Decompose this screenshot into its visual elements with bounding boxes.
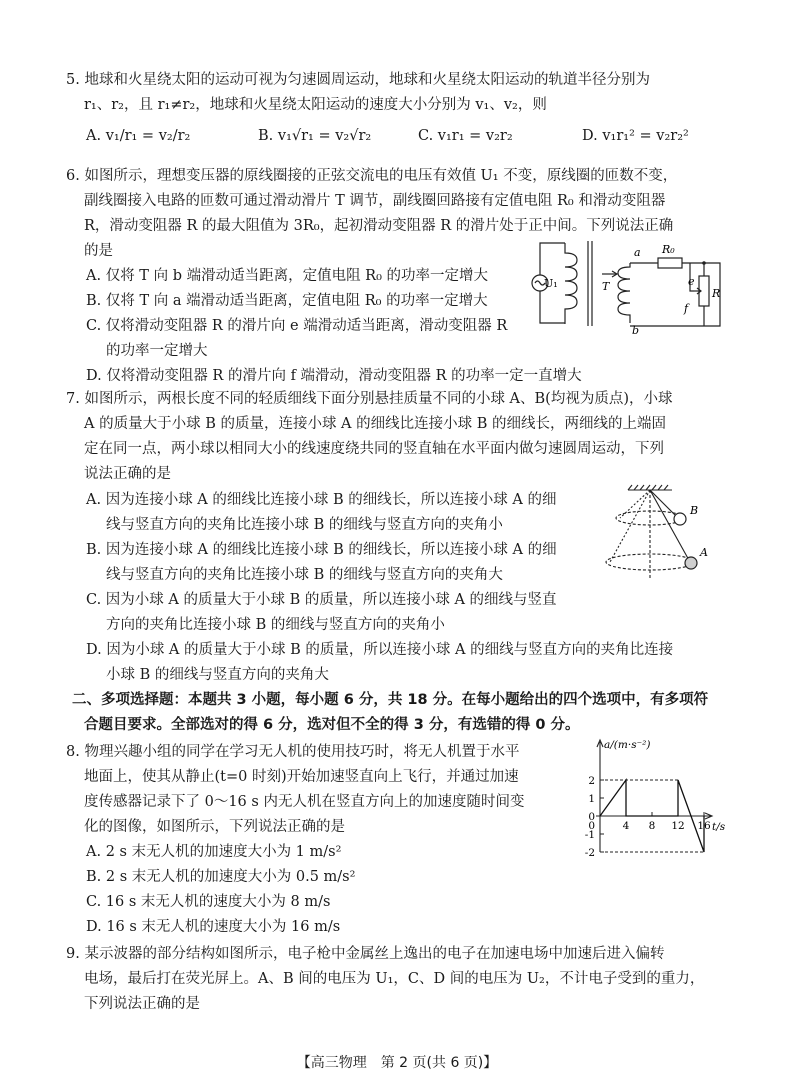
- conical-pendulum-diagram: [602, 484, 730, 584]
- ball-a: [685, 557, 697, 569]
- q7-option-c-line-2: 方向的夹角比连接小球 B 的细线与竖直方向的夹角小: [106, 617, 445, 633]
- x-axis-label: t/s: [712, 821, 726, 833]
- q5-option-c: C. v₁r₁ = v₂r₂: [418, 128, 513, 144]
- slider-t-label: T: [602, 280, 610, 293]
- primary-coil-icon: [565, 243, 577, 324]
- page-footer: 【高三物理 第 2 页(共 6 页)】: [296, 1055, 498, 1071]
- string-b: [650, 490, 678, 518]
- origin-label: 0: [588, 820, 595, 832]
- q6-stem-line-1: 6. 如图所示，理想变压器的原线圈接的正弦交流电的电压有效值 U₁ 不变，原线圈的匝数不变，: [66, 168, 678, 184]
- q7-option-d-line-1: D. 因为小球 A 的质量大于小球 B 的质量，所以连接小球 A 的细线与竖直方向的夹角比连接: [86, 642, 674, 658]
- y-tick-label: -2: [584, 847, 595, 858]
- ceiling-hatch: [628, 485, 668, 490]
- q9-stem-line-2: 电场，最后打在荧光屏上。A、B 间的电压为 U₁，C、D 间的电压为 U₂，不计电子受到的重力，: [84, 971, 705, 987]
- q8-stem-line-2: 地面上，使其从静止(t=0 时刻)开始加速竖直向上飞行，并通过加速: [84, 769, 519, 785]
- y-tick-label: 1: [588, 793, 595, 805]
- q5-option-d: D. v₁r₁² = v₂r₂²: [582, 128, 689, 144]
- q7-option-b-line-2: 线与竖直方向的夹角比连接小球 B 的细线与竖直方向的夹角大: [106, 567, 503, 583]
- transformer-circuit-diagram: [530, 238, 738, 334]
- u1-label: U₁: [544, 277, 558, 290]
- ball-b: [674, 513, 686, 525]
- q7-stem-line-4: 说法正确的是: [84, 466, 171, 482]
- q9-stem-line-3: 下列说法正确的是: [84, 996, 200, 1012]
- q7-stem-line-3: 定在同一点，两小球以相同大小的线速度绕共同的竖直轴在水平面内做匀速圆周运动，下列: [84, 441, 664, 457]
- q7-option-a-line-1: A. 因为连接小球 A 的细线比连接小球 B 的细线长，所以连接小球 A 的细: [86, 492, 557, 508]
- r0-resistor-icon: [658, 258, 682, 268]
- node-e-label: e: [688, 275, 695, 288]
- q8-option-c: C. 16 s 末无人机的速度大小为 8 m/s: [86, 894, 331, 910]
- y-tick-label: 2: [588, 775, 595, 787]
- section-2-heading-line-2: 合题目要求。全部选对的得 6 分，选对但不全的得 3 分，有选错的得 0 分。: [84, 717, 580, 733]
- ball-b-label: B: [690, 504, 699, 517]
- q6-stem-line-2: 副线圈接入电路的匝数可通过滑动滑片 T 调节，副线圈回路接有定值电阻 R₀ 和滑动变阻器: [84, 193, 666, 209]
- q8-stem-line-3: 度传感器记录下了 0～16 s 内无人机在竖直方向上的加速度随时间变: [84, 794, 525, 810]
- x-tick-label: 16: [697, 820, 711, 832]
- q8-option-b: B. 2 s 末无人机的加速度大小为 0.5 m/s²: [86, 869, 356, 885]
- q5-option-b: B. v₁√r₁ = v₂√r₂: [258, 128, 372, 144]
- q6-option-d: D. 仅将滑动变阻器 R 的滑片向 f 端滑动，滑动变阻器 R 的功率一定一直增大: [86, 368, 582, 384]
- q5-stem-line-1: 5. 地球和火星绕太阳的运动可视为匀速圆周运动，地球和火星绕太阳运动的轨道半径分别为: [66, 72, 650, 88]
- q8-stem-line-1: 8. 物理兴趣小组的同学在学习无人机的使用技巧时，将无人机置于水平: [66, 744, 520, 760]
- q6-stem-line-3: R，滑动变阻器 R 的最大阻值为 3R₀，起初滑动变阻器 R 的滑片处于正中间。下列说法正确: [84, 218, 674, 234]
- secondary-coil-icon: [618, 263, 630, 323]
- q7-option-d-line-2: 小球 B 的细线与竖直方向的夹角大: [106, 667, 329, 683]
- acceleration-time-chart: [562, 734, 740, 858]
- x-tick-label: 4: [622, 820, 630, 832]
- r0-label: R₀: [662, 243, 675, 256]
- q6-option-c-line-2: 的功率一定增大: [106, 343, 208, 359]
- string-a: [650, 490, 690, 562]
- q8-stem-line-4: 化的图像，如图所示，下列说法正确的是: [84, 819, 345, 835]
- rheostat-r-label: R: [712, 287, 721, 300]
- x-tick-label: 8: [648, 820, 656, 832]
- q6-stem-line-4: 的是: [84, 243, 113, 259]
- q7-option-b-line-1: B. 因为连接小球 A 的细线比连接小球 B 的细线长，所以连接小球 A 的细: [86, 542, 557, 558]
- node-b-label: b: [632, 324, 640, 334]
- section-2-heading-line-1: 二、多项选择题：本题共 3 小题，每小题 6 分，共 18 分。在每小题给出的四个选项中，有多项符: [72, 692, 709, 708]
- node-a-label: a: [634, 246, 641, 259]
- q8-option-a: A. 2 s 末无人机的加速度大小为 1 m/s²: [86, 844, 342, 860]
- y-tick-label: -1: [584, 829, 595, 841]
- q7-stem-line-2: A 的质量大于小球 B 的质量，连接小球 A 的细线比连接小球 B 的细线长，两细线的上端固: [84, 416, 667, 432]
- q7-option-a-line-2: 线与竖直方向的夹角比连接小球 B 的细线与竖直方向的夹角小: [106, 517, 503, 533]
- q6-option-b: B. 仅将 T 向 a 端滑动适当距离，定值电阻 R₀ 的功率一定增大: [86, 293, 488, 309]
- q7-stem-line-1: 7. 如图所示，两根长度不同的轻质细线下面分别悬挂质量不同的小球 A、B(均视为质点)，小球: [66, 391, 673, 407]
- y-axis-label: a/(m·s⁻²): [604, 739, 651, 751]
- q7-option-c-line-1: C. 因为小球 A 的质量大于小球 B 的质量，所以连接小球 A 的细线与竖直: [86, 592, 557, 608]
- ball-a-label: A: [700, 546, 708, 559]
- q6-option-a: A. 仅将 T 向 b 端滑动适当距离，定值电阻 R₀ 的功率一定增大: [86, 268, 489, 284]
- q6-option-c-line-1: C. 仅将滑动变阻器 R 的滑片向 e 端滑动适当距离，滑动变阻器 R: [86, 318, 508, 334]
- y-tick-label: 0: [588, 811, 595, 823]
- x-tick-label: 12: [671, 820, 685, 832]
- q8-option-d: D. 16 s 末无人机的速度大小为 16 m/s: [86, 919, 341, 935]
- node-f-label: f: [684, 302, 689, 315]
- q5-option-a: A. v₁/r₁ = v₂/r₂: [86, 128, 191, 144]
- q9-stem-line-1: 9. 某示波器的部分结构如图所示，电子枪中金属丝上逸出的电子在加速电场中加速后进入偏转: [66, 946, 665, 962]
- q5-stem-line-2: r₁、r₂，且 r₁≠r₂，地球和火星绕太阳运动的速度大小分别为 v₁、v₂，则: [84, 97, 547, 113]
